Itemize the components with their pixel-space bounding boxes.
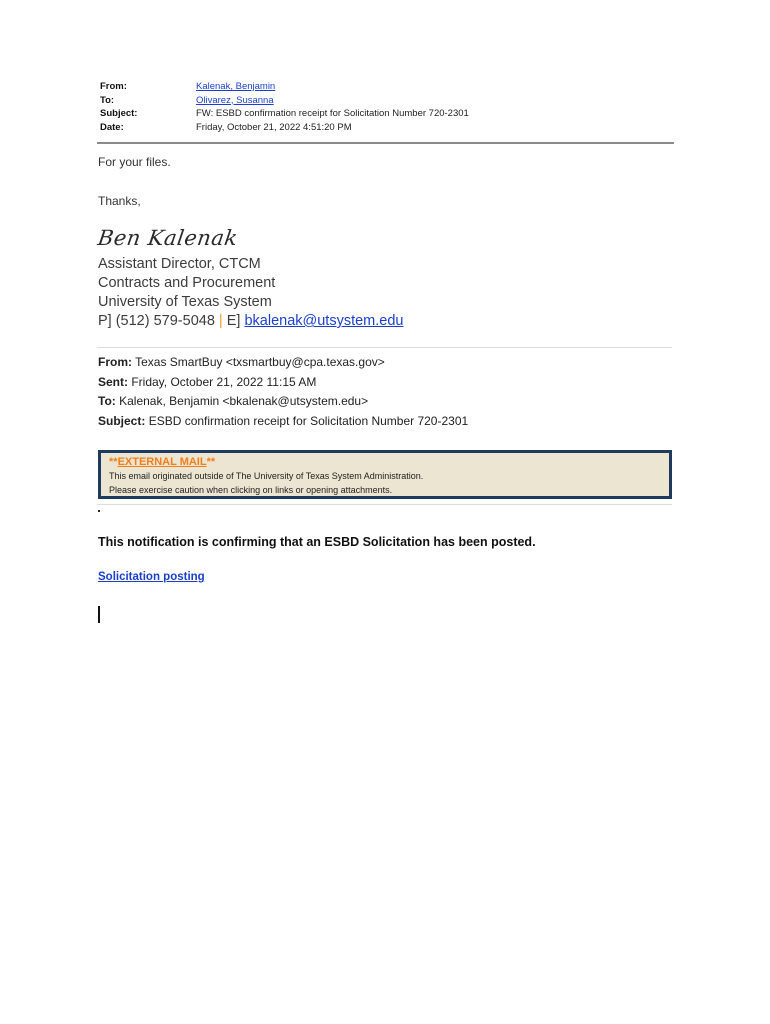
forwarded-sent-label: Sent: [98, 374, 128, 389]
solicitation-posting-link[interactable]: Solicitation posting [98, 571, 205, 583]
notification-text: This notification is confirming that an ESBD Solicitation has been posted. [98, 535, 536, 549]
forwarded-from-label: From: [98, 355, 132, 369]
signature-separator: | [218, 313, 223, 329]
header-date-label: Date: [100, 121, 124, 133]
forwarded-to-value: Kalenak, Benjamin <bkalenak@utsystem.edu> [119, 394, 369, 408]
signature-email-prefix: E] [226, 313, 241, 329]
forwarded-from-row [98, 353, 468, 373]
external-mail-warning-line1: This email originated outside of The University of Texas System Administration. [109, 471, 424, 481]
forwarded-subject-label: Subject: [98, 413, 146, 428]
signature-organization: University of Texas System [98, 294, 272, 310]
forward-divider [97, 347, 672, 348]
external-mail-stars-left: ** [109, 456, 118, 468]
banner-divider [97, 504, 672, 505]
email-header [100, 80, 674, 134]
body-line-files: For your files. [98, 155, 171, 169]
header-from-link[interactable]: Kalenak, Benjamin [196, 81, 276, 92]
signature-phone: P] (512) 579-5048 [98, 313, 215, 329]
header-from-row [100, 80, 674, 94]
external-mail-title-text: EXTERNAL MAIL [117, 456, 207, 468]
forwarded-sent-row [98, 373, 468, 393]
forwarded-header [98, 353, 468, 431]
header-to-link[interactable]: Olivarez, Susanna [196, 94, 274, 106]
forwarded-subject-value: ESBD confirmation receipt for Solicitation Number 720-2301 [148, 413, 469, 428]
external-mail-warning-line2: Please exercise caution when clicking on links or opening attachments. [109, 485, 393, 495]
external-mail-banner [98, 450, 672, 499]
signature-title: Assistant Director, CTCM [98, 256, 261, 272]
header-subject-label: Subject: [100, 108, 138, 119]
header-date-row [100, 121, 674, 135]
forwarded-to-label: To: [98, 394, 116, 408]
header-divider [97, 142, 674, 144]
bullet-dot [98, 510, 100, 512]
header-to-label: To: [100, 94, 115, 106]
external-mail-stars-right: ** [206, 456, 216, 468]
text-cursor [98, 606, 100, 623]
forwarded-to-row [98, 392, 468, 412]
forwarded-from-value: Texas SmartBuy <txsmartbuy@cpa.texas.gov> [135, 355, 385, 369]
external-mail-title [109, 456, 215, 468]
signature-script-name: Ben Kalenak [96, 226, 240, 250]
header-subject-value: FW: ESBD confirmation receipt for Solicitation Number 720-2301 [196, 108, 469, 119]
forwarded-sent-value: Friday, October 21, 2022 11:15 AM [131, 374, 317, 389]
signature-department: Contracts and Procurement [98, 275, 276, 291]
signature-contact-line [98, 313, 403, 329]
header-subject-row [100, 107, 674, 121]
signature-email-link[interactable]: bkalenak@utsystem.edu [244, 313, 404, 329]
header-to-row [100, 94, 674, 108]
header-date-value: Friday, October 21, 2022 4:51:20 PM [196, 121, 352, 133]
body-line-thanks: Thanks, [98, 194, 141, 208]
header-from-label: From: [100, 81, 127, 92]
forwarded-subject-row [98, 412, 468, 432]
